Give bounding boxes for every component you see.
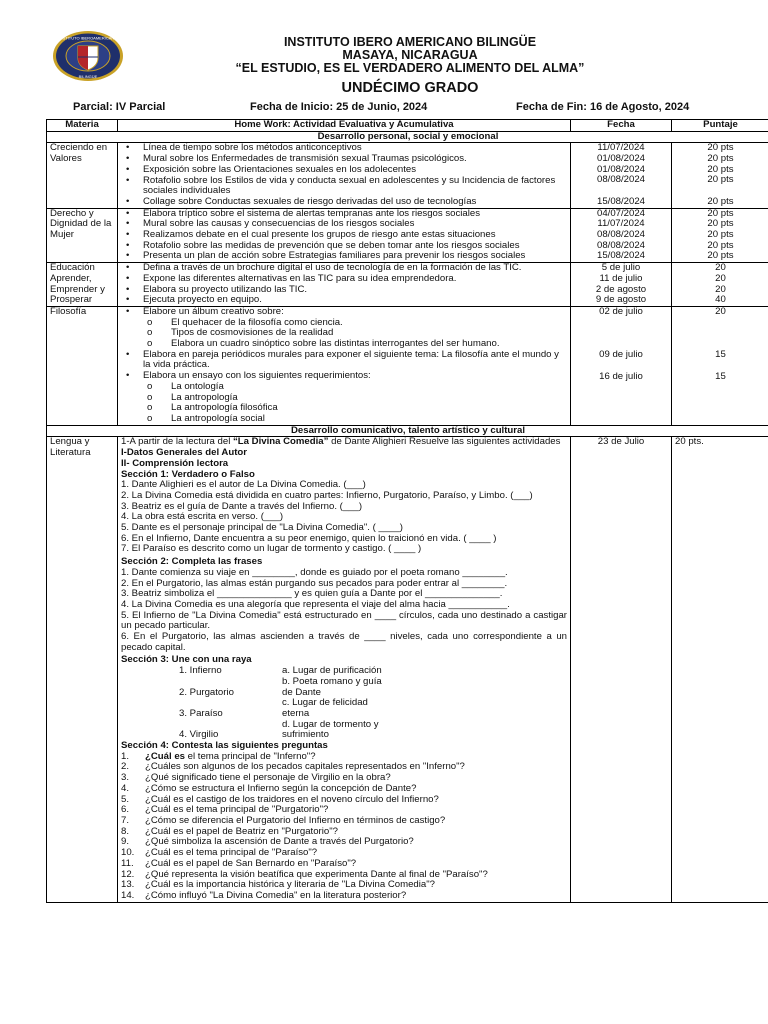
subject-cell: Lengua y Literatura (47, 437, 118, 902)
match-left: 1. Infierno (179, 665, 222, 677)
points-cell: 20 pts. (672, 437, 768, 902)
question-text: ¿Cuál es el castigo de los traidores en el noveno círculo del Infierno? (145, 793, 439, 805)
date-value: 15/08/2024 (596, 195, 645, 207)
match-row (179, 698, 567, 719)
question-number: 5. (121, 793, 130, 805)
points-cell (672, 263, 768, 307)
list-item: • Exposición sobre las Orientaciones sexuales en los adolecentes (143, 165, 567, 176)
match-left: 3. Paraíso (179, 707, 223, 719)
question-text: el tema principal de "Inferno"? (185, 750, 316, 762)
question-number: 9. (121, 836, 130, 848)
list-item: • Mural sobre los Enfermedades de transmisión sexual Traumas psicológicos. (143, 154, 567, 165)
question-text: ¿Qué significado tiene el personaje de Virgilio en la obra? (145, 772, 391, 784)
list-item (143, 371, 567, 425)
points-value: 20 (715, 262, 726, 274)
list-item: • Realizamos debate en el cual presente los grupos de riesgo ante estas situaciones (143, 230, 567, 241)
true-false-item: 7. El Paraíso es descrito como un lugar de tormento y castigo. ( ____ ) (121, 543, 422, 555)
date-value: 08/08/2024 (596, 174, 645, 186)
section-row (47, 131, 768, 143)
sub-list-item: o La antropología filosófica (171, 403, 567, 414)
list-item: • Elabora tríptico sobre el sistema de alertas tempranas ante los riesgos sociales (143, 209, 567, 220)
points-value: 20 pts (707, 239, 734, 251)
date-value: 11 de julio (599, 272, 643, 284)
section-heading: II- Comprensión lectora (121, 457, 229, 469)
section-heading: Sección 3: Une con una raya (121, 654, 252, 666)
points-cell (672, 208, 768, 263)
sub-list-item: o Elabora un cuadro sinóptico sobre las distintas interrogantes del ser humano. (171, 339, 567, 350)
subject-cell: Educación Aprender, Emprender y Prosperar (47, 263, 118, 307)
question-text: ¿Qué simboliza la ascensión de Dante a través del Purgatorio? (145, 836, 414, 848)
question-number: 7. (121, 815, 130, 826)
date-value: 08/08/2024 (596, 229, 645, 240)
sub-list-item: o El quehacer de la filosofía como ciencia. (171, 318, 567, 329)
match-right: a. Lugar de purificación (282, 665, 382, 677)
table-row (47, 263, 768, 307)
date-value: 01/08/2024 (596, 163, 645, 175)
sub-list-item: o Tipos de cosmovisiones de la realidad (171, 328, 567, 339)
col-header-materia: Materia (47, 120, 118, 132)
question-text: ¿Cómo se estructura el Infierno según la concepción de Dante? (145, 782, 417, 794)
list-item: • Presenta un plan de acción sobre Estrategias familiares para prevenir los riesgos sociales (143, 251, 567, 262)
activities-cell (118, 263, 571, 307)
school-logo (52, 30, 124, 82)
col-header-homework: Home Work: Actividad Evaluativa y Acumulativa (118, 120, 571, 132)
true-false-item: 5. Dante es el personaje principal de "La Divina Comedia". ( ____) (121, 522, 403, 534)
svg-text:INSTITUTO IBEROAMERICANO: INSTITUTO IBEROAMERICANO (58, 35, 118, 41)
section-heading: Sección 1: Verdadero o Falso (121, 468, 255, 480)
match-row (179, 720, 567, 741)
question-number: 3. (121, 772, 130, 784)
true-false-item: 6. En el Infierno, Dante encuentra a su peor enemigo, quien lo traicionó en vida. ( ____ ) (121, 532, 497, 544)
question-text: ¿Cuál es el tema principal de "Purgatorio"? (145, 804, 329, 816)
question-text: ¿Cómo se diferencia el Purgatorio del Infierno en términos de castigo? (145, 815, 446, 826)
dates-cell (571, 208, 672, 263)
question-text: ¿Cuál es el tema principal de "Paraíso"? (145, 847, 318, 859)
date-value: 04/07/2024 (596, 207, 645, 219)
list-item: • Defina a través de un brochure digital el uso de tecnología de en la formación de las TIC. (143, 263, 567, 274)
activities-cell (118, 143, 571, 208)
grade-title: UNDÉCIMO GRADO (341, 80, 479, 96)
date-value: 01/08/2024 (596, 153, 645, 165)
dates-cell (571, 306, 672, 425)
points-value: 20 pts (707, 250, 734, 262)
points-value: 15 (715, 348, 726, 360)
question-number: 1. (121, 750, 130, 762)
list-item-text: Elabora un ensayo con los siguientes requerimientos: (143, 370, 371, 382)
activities-cell (118, 437, 571, 902)
dates-cell (571, 263, 672, 307)
institute-name: INSTITUTO IBERO AMERICANO BILINGÜE (283, 35, 537, 49)
sub-list-item: o La antropología social (171, 414, 567, 425)
question-text: ¿Cuál es la importancia histórica y literaria de "La Divina Comedia"? (145, 879, 435, 891)
list-item: • Expone las diferentes alternativas en las TIC para su idea emprendedora. (143, 274, 567, 285)
list-item: • Rotafolio sobre las medidas de prevención que se deben tomar ante los riesgos sociales (143, 241, 567, 252)
date-value: 16 de julio (599, 371, 643, 383)
subject-cell: Creciendo en Valores (47, 143, 118, 208)
points-value: 20 (715, 305, 726, 317)
fill-item: 5. El Infierno de "La Divina Comedia" está estructurado en ____ círculos, cada uno destinado a castigar un pecado particular. (121, 609, 567, 632)
date-value: 08/08/2024 (596, 239, 645, 251)
end-date: Fecha de Fin: 16 de Agosto, 2024 (516, 101, 690, 113)
points-value: 20 pts (707, 207, 734, 219)
points-value: 20 pts (707, 153, 734, 165)
question-number: 4. (121, 782, 130, 794)
match-right: c. Lugar de felicidad eterna (282, 697, 368, 719)
match-right: d. Lugar de tormento y sufrimiento (282, 718, 379, 741)
table-row (47, 306, 768, 425)
points-value: 20 pts (707, 218, 734, 230)
question-number: 13. (121, 879, 135, 891)
points-value: 20 pts (707, 229, 734, 240)
dates-cell (571, 143, 672, 208)
points-value: 15 (715, 371, 726, 383)
true-false-item: 1. Dante Alighieri es el autor de La Divina Comedia. (___) (121, 479, 366, 491)
question-text: ¿Cuál es el papel de Beatriz en "Purgatorio"? (145, 825, 338, 837)
question-number: 8. (121, 825, 130, 837)
parcial-label: Parcial: IV Parcial (73, 101, 166, 113)
date-value: 11/07/2024 (597, 142, 645, 154)
list-item (143, 307, 567, 350)
match-right: b. Poeta romano y guía de Dante (282, 675, 382, 698)
question-number: 10. (121, 847, 135, 859)
question-number: 14. (121, 889, 135, 901)
section-heading: Sección 4: Contesta las siguientes preguntas (121, 740, 328, 752)
points-value: 20 (715, 283, 726, 295)
question-number: 12. (121, 868, 135, 880)
points-value: 20 pts (707, 174, 734, 186)
list-item: • Elabora en pareja periódicos murales para exponer el siguiente tema: La filosofía ante el mundo y la vida práctica. (143, 350, 567, 371)
list-item: • Línea de tiempo sobre los métodos anticonceptivos (143, 143, 567, 154)
section-heading: I-Datos Generales del Autor (121, 447, 247, 459)
true-false-item: 3. Beatriz es el guía de Dante a través del Infierno. (___) (121, 500, 363, 512)
start-date: Fecha de Inicio: 25 de Junio, 2024 (250, 101, 428, 113)
sub-list-item: o La ontología (171, 382, 567, 393)
activities-table (46, 119, 768, 903)
col-header-puntaje: Puntaje (672, 120, 768, 132)
points-value: 40 (715, 294, 726, 306)
match-row (179, 677, 567, 698)
date-value: 11/07/2024 (597, 218, 645, 230)
date-value: 09 de julio (599, 348, 643, 360)
fill-item: 6. En el Purgatorio, las almas ascienden a través de ____ niveles, cada uno correspondiente a un pecado capital. (121, 631, 567, 653)
intro-text: de Dante Alighieri Resuelve las siguientes actividades (328, 436, 561, 448)
true-false-item: 2. La Divina Comedia está dividida en cuatro partes: Infierno, Purgatorio, Paraíso, y Limbo. (___) (121, 489, 533, 501)
subject-cell: Derecho y Dignidad de la Mujer (47, 208, 118, 263)
true-false-item: 4. La obra está escrita en verso. (___) (121, 511, 284, 523)
question-text: ¿Cuáles son algunos de los pecados capitales representados en "Inferno"? (145, 761, 465, 773)
points-value: 20 pts (707, 142, 734, 154)
points-value: 20 (715, 272, 726, 284)
fill-item: 2. En el Purgatorio, las almas están purgando sus pecados para poder entrar al ________. (121, 577, 508, 589)
question-number: 6. (121, 804, 130, 816)
section-title: Desarrollo comunicativo, talento artístico y cultural (47, 425, 768, 437)
date-value: 15/08/2024 (596, 250, 645, 262)
section-title: Desarrollo personal, social y emocional (47, 131, 768, 143)
sub-list-item: o La antropología (171, 393, 567, 404)
section-row (47, 425, 768, 437)
fill-item: 1. Dante comienza su viaje en ________, donde es guiado por el poeta romano ________. (121, 566, 508, 578)
list-item: • Ejecuta proyecto en equipo. (143, 295, 567, 306)
table-row (47, 437, 768, 902)
activities-cell (118, 306, 571, 425)
list-item: • Collage sobre Conductas sexuales de riesgo derivadas del uso de tecnologías (143, 197, 567, 208)
date-value: 9 de agosto (595, 294, 647, 306)
activities-cell (118, 208, 571, 263)
points-cell (672, 306, 768, 425)
table-row (47, 208, 768, 263)
question-number: 2. (121, 761, 130, 773)
institute-city: MASAYA, NICARAGUA (342, 48, 478, 62)
question-item (121, 891, 567, 902)
date-value: 2 de agosto (595, 283, 647, 295)
list-item: • Mural sobre las causas y consecuencias de los riesgos sociales (143, 219, 567, 230)
institute-motto: “EL ESTUDIO, ES EL VERDADERO ALIMENTO DEL ALMA” (235, 61, 585, 75)
question-text: ¿Cuál es (145, 750, 185, 762)
fill-item: 4. La Divina Comedia es una alegoría que representa el viaje del alma hacia ___________. (121, 598, 510, 610)
list-item-text: Elabore un álbum creativo sobre: (143, 305, 284, 317)
date-value: 02 de julio (599, 305, 643, 317)
points-cell (672, 143, 768, 208)
match-left: 2. Purgatorio (179, 686, 234, 698)
col-header-fecha: Fecha (571, 120, 672, 132)
questions-list (121, 752, 567, 902)
date-value: 5 de julio (601, 262, 641, 274)
subject-cell: Filosofía (47, 306, 118, 425)
list-item: • Rotafolio sobre los Estilos de vida y conducta sexual en adolescentes y su Incidencia de factores sociales individuales (143, 176, 567, 197)
date-cell: 23 de Julio (571, 437, 672, 902)
question-number: 11. (121, 857, 134, 869)
list-item: • Elabora su proyecto utilizando las TIC. (143, 285, 567, 296)
svg-text:BILINGÜE: BILINGÜE (78, 74, 98, 79)
question-text: ¿Qué representa la visión beatífica que experimenta Dante al final de "Paraíso"? (145, 868, 488, 880)
points-value: 20 pts (707, 163, 734, 175)
section-heading: Sección 2: Completa las frases (121, 556, 263, 568)
book-title: “La Divina Comedia” (233, 436, 329, 448)
question-text: ¿Cómo influyó "La Divina Comedia" en la literatura posterior? (145, 889, 407, 901)
fill-item: 3. Beatriz simboliza el ______________ y es quien guía a Dante por el ______________. (121, 588, 503, 600)
intro-text: 1-A partir de la lectura del (121, 436, 233, 448)
points-value: 20 pts (707, 195, 734, 207)
table-row (47, 143, 768, 208)
question-text: ¿Cuál es el papel de San Bernardo en "Paraíso"? (145, 857, 357, 869)
match-list (121, 666, 567, 741)
table-header-row (47, 120, 768, 132)
match-left: 4. Virgilio (179, 729, 219, 741)
